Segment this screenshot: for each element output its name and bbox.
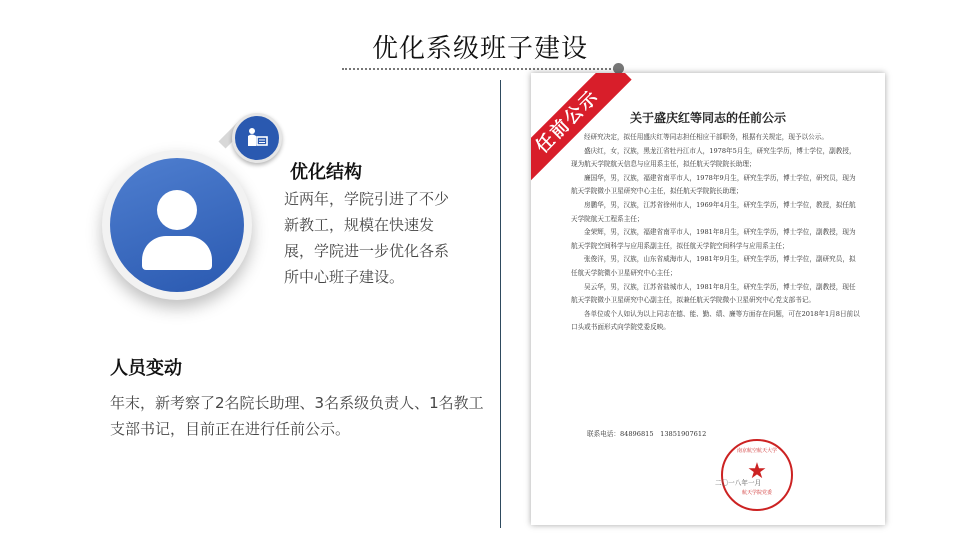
structure-text: 近两年，学院引进了不少新教工，规模在快速发展，学院进一步优化各系所中心班子建设。: [284, 190, 450, 286]
document-body: [571, 131, 861, 335]
teacher-board-icon: [245, 126, 269, 150]
vertical-divider: [500, 80, 501, 528]
person-avatar-icon: [110, 158, 244, 292]
document-title: 关于盛庆红等同志的任前公示: [629, 111, 786, 125]
document-paragraph: 盛庆红，女，汉族，黑龙江省牡丹江市人，1978年5月生，研究生学历，博士学位，副教授，现为航天学院航天信息与应用系主任，拟任航天学院院长助理；: [571, 146, 856, 169]
document-paragraph: 廉国华，男，汉族，福建省南平市人，1978年9月生，研究生学历，博士学位，研究员，现为航天学院微小卫星研究中心主任，拟任航天学院院长助理；: [571, 173, 856, 196]
document-paragraph: 经研究决定，拟任用盛庆红等同志担任相应干部职务，根据有关规定，现予以公示。: [584, 133, 828, 141]
staff-heading: 人员变动: [110, 358, 182, 379]
slide-title: 优化系级班子建设: [371, 34, 588, 64]
seal-star-icon: ★: [747, 459, 767, 484]
official-seal: [721, 439, 793, 511]
document-paragraph: 各单位或个人如认为以上同志在德、能、勤、绩、廉等方面存在问题，可在2018年1月8日前以口头或书面形式向学院党委反映。: [571, 309, 860, 332]
structure-heading: 优化结构: [290, 162, 362, 183]
document-date: 二〇一八年一月: [715, 479, 762, 487]
document-contact: 联系电话：84896815 13851907612: [587, 430, 707, 438]
title-dotted-line: [342, 68, 618, 70]
document-paragraph: 金荣辉，男，汉族，福建省南平市人，1981年8月生，研究生学历，博士学位，副教授，现为航天学院空间科学与应用系副主任，拟任航天学院空间科学与应用系主任；: [571, 228, 856, 250]
teacher-board-badge: [232, 113, 282, 163]
staff-text: 年末，新考察了2名院长助理、3名系级负责人、1名教工支部书记，目前正在进行任前公示。: [110, 394, 484, 438]
announcement-document: [531, 73, 885, 525]
document-paragraph: 张俊洋，男，汉族，山东省威海市人，1981年9月生，研究生学历，博士学位，副研究员，拟任航天学院微小卫星研究中心主任；: [571, 255, 856, 277]
announcement-ribbon: 任前公示: [531, 73, 632, 186]
document-paragraph: 房鹏华，男，汉族，江苏省徐州市人，1969年4月生，研究生学历，博士学位，教授，拟任航天学院航天工程系主任；: [571, 200, 856, 223]
seal-text: 南京航空航天大学: [736, 448, 777, 454]
seal-subtext: 航天学院党委: [741, 490, 772, 496]
avatar: [102, 150, 252, 300]
document-paragraph: 吴云华，男，汉族，江苏省盐城市人，1981年8月生，研究生学历，博士学位，副教授，现任航天学院微小卫星研究中心副主任，拟兼任航天学院微小卫星研究中心党支部书记。: [571, 282, 856, 305]
